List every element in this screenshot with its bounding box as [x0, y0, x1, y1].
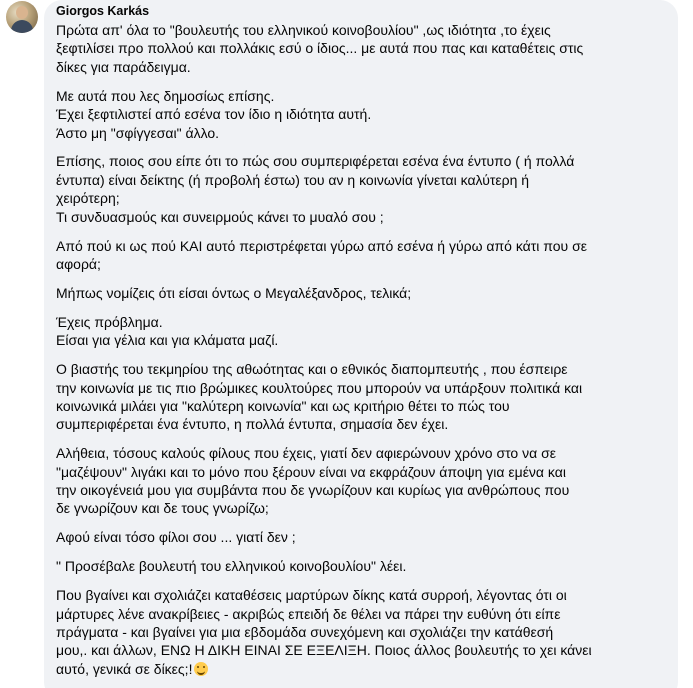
- comment-paragraph: Αλήθεια, τόσους καλούς φίλους που έχεις, γιατί δεν αφιερώνουν χρόνο στο να σε "μαζέψουν" λιγάκι και το μόνο που ξέρουν είναι να εκφράζουν άποψη για εμένα και την οικογένειά μου για συμβάντα που δε γνωρίζουν και κυρίως για ανθρώπους που δε γνωρίζουν και δε τους γνωρίζω;: [56, 445, 570, 517]
- avatar-body: [11, 20, 33, 33]
- comment-paragraph: Ο βιαστής του τεκμηρίου της αθωότητας και ο εθνικός διαπομπευτής , που έσπειρε την κοινωνία με τις πιο βρώμικες κουλτούρες που μπορούν να υπάρξουν πολιτικά και κοινωνικά μιλάει για "καλύτερη κοινωνία" και ως κριτήριο θέτει το πώς του συμπεριφέρεται ένα έντυπο, η πολλά έντυπα, σημασία δεν έχει.: [56, 361, 583, 433]
- comment-author[interactable]: Giorgos Karkás: [56, 4, 150, 18]
- comment-paragraph: Πρώτα απ' όλα το "βουλευτής του ελληνικού κοινοβουλίου" ,ως ιδιότητα ,το έχεις ξεφτιλίσει προ πολλού και πολλάκις εσύ ο ίδιος... με αυτά που πας και καταθέτεις στις δίκες για παράδειγμα.: [56, 22, 584, 75]
- comment-paragraph: Με αυτά που λες δημοσίως επίσης. Έχει ξεφτιλιστεί από εσένα τον ίδιο η ιδιότητα αυτή. Άστο μη "σφίγγεσαι" άλλο.: [56, 87, 372, 141]
- comment-bubble: [44, 0, 678, 688]
- comment-paragraph: Αφού είναι τόσο φίλοι σου ... γιατί δεν ;: [56, 529, 296, 546]
- avatar[interactable]: [6, 1, 38, 33]
- grinning-sweat-emoji-icon: [194, 662, 208, 676]
- comment-paragraph-last: [56, 586, 666, 678]
- comment-paragraph: Από πού κι ως πού ΚΑΙ αυτό περιστρέφεται γύρω από εσένα ή γύρω από κάτι που σε αφορά;: [56, 237, 587, 272]
- comment-paragraph: Έχεις πρόβλημα. Είσαι για γέλια και για κλάματα μαζί.: [56, 313, 279, 349]
- comment-paragraph: Μήπως νομίζεις ότι είσαι όντως ο Μεγαλέξανδρος, τελικά;: [56, 284, 412, 301]
- comment-paragraph: " Προσέβαλε βουλευτή του ελληνικού κοινοβουλίου" λέει.: [56, 558, 407, 575]
- avatar-head: [16, 6, 28, 19]
- comment-paragraph: Επίσης, ποιος σου είπε ότι το πώς σου συμπεριφέρεται εσένα ένα έντυπο ( ή πολλά έντυπα) είναι δείκτης (ή προβολή έστω) του αν η κοινωνία γίνεται καλύτερη ή χειρότερη; Τι συνδυασμούς και συνειρμούς κάνει το μυαλό σου ;: [56, 153, 575, 225]
- comment-paragraph-text: Που βγαίνει και σχολιάζει καταθέσεις μαρτύρων δίκης κατά συρροή, λέγοντας ότι οι μάρτυρες λένε ανακρίβειες - ακριβώς επειδή δε θέλει να πάρει την ευθύνη ότι είπε πράγματα - και βγαίνει για μια εβδομάδα συνεχόμενη και σχολιάζει την κατάθεσή μου,. και άλλων, ΕΝΩ Η ΔΙΚΗ ΕΙΝΑΙ ΣΕ ΕΞΕΛΙΞΗ. Ποιος άλλος βουλευτής το χει κάνει αυτό, γενικά σε δίκες;!: [56, 587, 592, 677]
